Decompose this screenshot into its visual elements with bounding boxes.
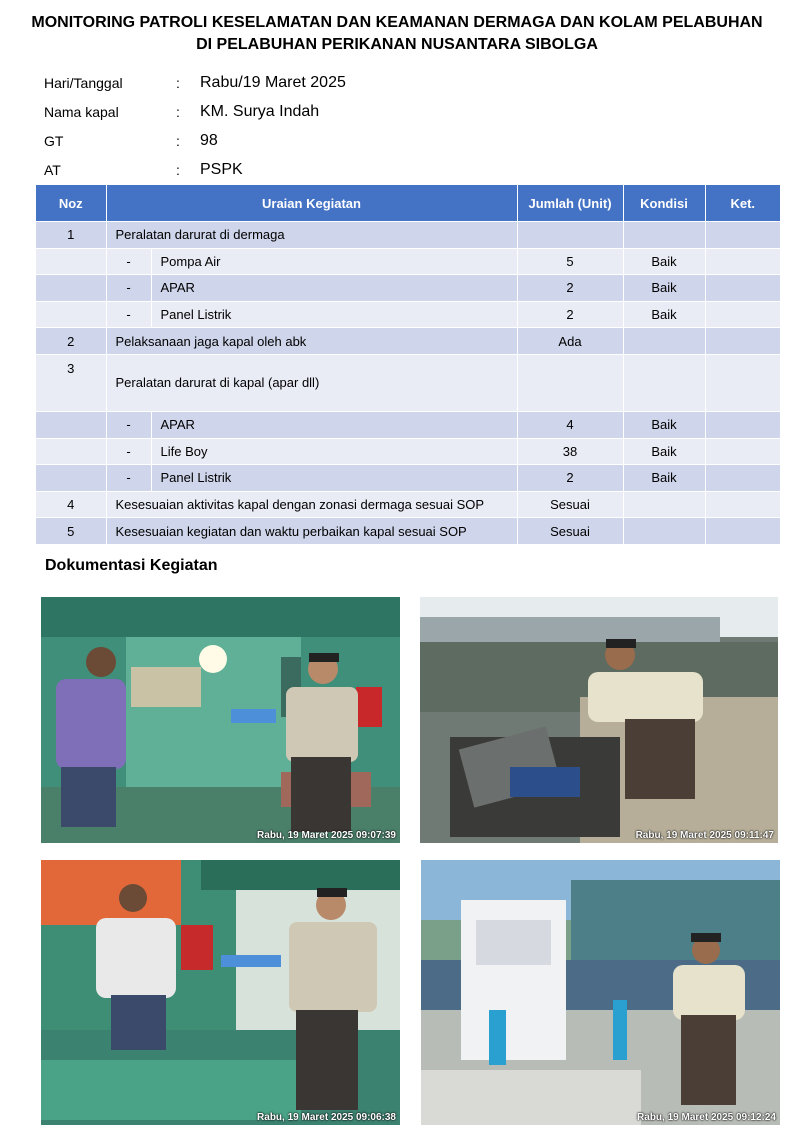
- photo-timestamp: Rabu, 19 Maret 2025 09:12:24: [637, 1112, 776, 1123]
- cell-jumlah: 4: [517, 411, 623, 438]
- cell-no: [36, 301, 106, 328]
- cell-kondisi: Baik: [623, 248, 705, 275]
- cell-desc: Peralatan darurat di kapal (apar dll): [106, 354, 517, 411]
- meta-value: KM. Surya Indah: [200, 102, 320, 120]
- table-row: [36, 275, 780, 302]
- cell-ket: [705, 438, 780, 465]
- documentation-heading: Dokumentasi Kegiatan: [45, 557, 218, 574]
- cell-ket: [705, 518, 780, 544]
- cell-jumlah: Sesuai: [517, 491, 623, 518]
- cell-jumlah: [517, 222, 623, 249]
- photo-timestamp: Rabu, 19 Maret 2025 09:07:39: [257, 830, 396, 841]
- cell-item: Pompa Air: [151, 248, 517, 275]
- cell-jumlah: Ada: [517, 328, 623, 355]
- cell-item: Life Boy: [151, 438, 517, 465]
- header-kondisi: Kondisi: [623, 185, 705, 222]
- cell-kondisi: Baik: [623, 275, 705, 302]
- table-row: [36, 491, 780, 518]
- cell-jumlah: 2: [517, 275, 623, 302]
- cell-ket: [705, 301, 780, 328]
- cell-ket: [705, 222, 780, 249]
- cell-kondisi: Baik: [623, 411, 705, 438]
- document-title: [0, 12, 794, 56]
- meta-colon: :: [176, 132, 180, 149]
- cell-no: 2: [36, 328, 106, 355]
- meta-row-ship-name: [44, 97, 346, 126]
- cell-jumlah: [517, 354, 623, 411]
- cell-ket: [705, 275, 780, 302]
- table-header-row: [36, 185, 780, 222]
- header-no: Noz: [36, 185, 106, 222]
- cell-dash: -: [106, 248, 151, 275]
- meta-value: PSPK: [200, 160, 243, 178]
- header-ket: Ket.: [705, 185, 780, 222]
- meta-row-gt: [44, 126, 346, 155]
- cell-jumlah: 2: [517, 465, 623, 492]
- meta-label: Nama kapal: [44, 103, 119, 120]
- cell-desc: Kesesuaian aktivitas kapal dengan zonasi dermaga sesuai SOP: [106, 491, 517, 518]
- photo-engine-room-inspection: [41, 597, 400, 843]
- photo-ship-apar-inspection: [41, 860, 400, 1125]
- photo-4-image: [421, 860, 780, 1125]
- cell-jumlah: 38: [517, 438, 623, 465]
- cell-ket: [705, 328, 780, 355]
- photo-timestamp: Rabu, 19 Maret 2025 09:11:47: [635, 830, 774, 841]
- cell-item: Panel Listrik: [151, 465, 517, 492]
- activity-table: [36, 185, 780, 544]
- cell-dash: -: [106, 301, 151, 328]
- meta-row-date: [44, 68, 346, 97]
- table-row: [36, 328, 780, 355]
- cell-kondisi: Baik: [623, 465, 705, 492]
- cell-no: [36, 411, 106, 438]
- cell-kondisi: Baik: [623, 301, 705, 328]
- cell-no: [36, 248, 106, 275]
- cell-kondisi: Baik: [623, 438, 705, 465]
- table-row: [36, 411, 780, 438]
- cell-desc: Pelaksanaan jaga kapal oleh abk: [106, 328, 517, 355]
- meta-value: Rabu/19 Maret 2025: [200, 73, 346, 91]
- cell-jumlah: 2: [517, 301, 623, 328]
- photo-pump-inspection: [420, 597, 778, 843]
- cell-dash: -: [106, 411, 151, 438]
- cell-ket: [705, 491, 780, 518]
- vessel-info: [44, 68, 346, 184]
- header-jumlah: Jumlah (Unit): [517, 185, 623, 222]
- meta-colon: :: [176, 161, 180, 178]
- cell-no: [36, 465, 106, 492]
- cell-ket: [705, 465, 780, 492]
- cell-kondisi: [623, 222, 705, 249]
- meta-value: 98: [200, 131, 218, 149]
- cell-kondisi: [623, 328, 705, 355]
- cell-item: Panel Listrik: [151, 301, 517, 328]
- cell-ket: [705, 354, 780, 411]
- cell-no: 3: [36, 354, 106, 411]
- photo-3-image: [41, 860, 400, 1125]
- table-row: [36, 222, 780, 249]
- table-row: [36, 465, 780, 492]
- header-uraian: Uraian Kegiatan: [106, 185, 517, 222]
- cell-no: 1: [36, 222, 106, 249]
- meta-label: GT: [44, 132, 64, 149]
- table-row: [36, 438, 780, 465]
- cell-dash: -: [106, 438, 151, 465]
- cell-item: APAR: [151, 411, 517, 438]
- cell-ket: [705, 248, 780, 275]
- meta-label: AT: [44, 161, 61, 178]
- cell-kondisi: [623, 354, 705, 411]
- photo-1-image: [41, 597, 400, 843]
- cell-kondisi: [623, 518, 705, 544]
- cell-ket: [705, 411, 780, 438]
- meta-label: Hari/Tanggal: [44, 74, 123, 91]
- meta-colon: :: [176, 74, 180, 91]
- cell-jumlah: 5: [517, 248, 623, 275]
- cell-no: [36, 438, 106, 465]
- cell-item: APAR: [151, 275, 517, 302]
- title-line-1: MONITORING PATROLI KESELAMATAN DAN KEAMANAN DERMAGA DAN KOLAM PELABUHAN: [31, 14, 763, 31]
- table-row: [36, 518, 780, 544]
- photo-2-image: [420, 597, 778, 843]
- cell-no: 5: [36, 518, 106, 544]
- cell-kondisi: [623, 491, 705, 518]
- cell-no: 4: [36, 491, 106, 518]
- cell-dash: -: [106, 275, 151, 302]
- table-row: [36, 301, 780, 328]
- table-row: [36, 248, 780, 275]
- cell-jumlah: Sesuai: [517, 518, 623, 544]
- photo-timestamp: Rabu, 19 Maret 2025 09:06:38: [257, 1112, 396, 1123]
- photo-electrical-panel-inspection: [421, 860, 780, 1125]
- table-row: [36, 354, 780, 411]
- cell-no: [36, 275, 106, 302]
- cell-desc: Peralatan darurat di dermaga: [106, 222, 517, 249]
- cell-dash: -: [106, 465, 151, 492]
- cell-desc: Kesesuaian kegiatan dan waktu perbaikan kapal sesuai SOP: [106, 518, 517, 544]
- title-line-2: DI PELABUHAN PERIKANAN NUSANTARA SIBOLGA: [196, 36, 598, 53]
- meta-row-at: [44, 155, 346, 184]
- meta-colon: :: [176, 103, 180, 120]
